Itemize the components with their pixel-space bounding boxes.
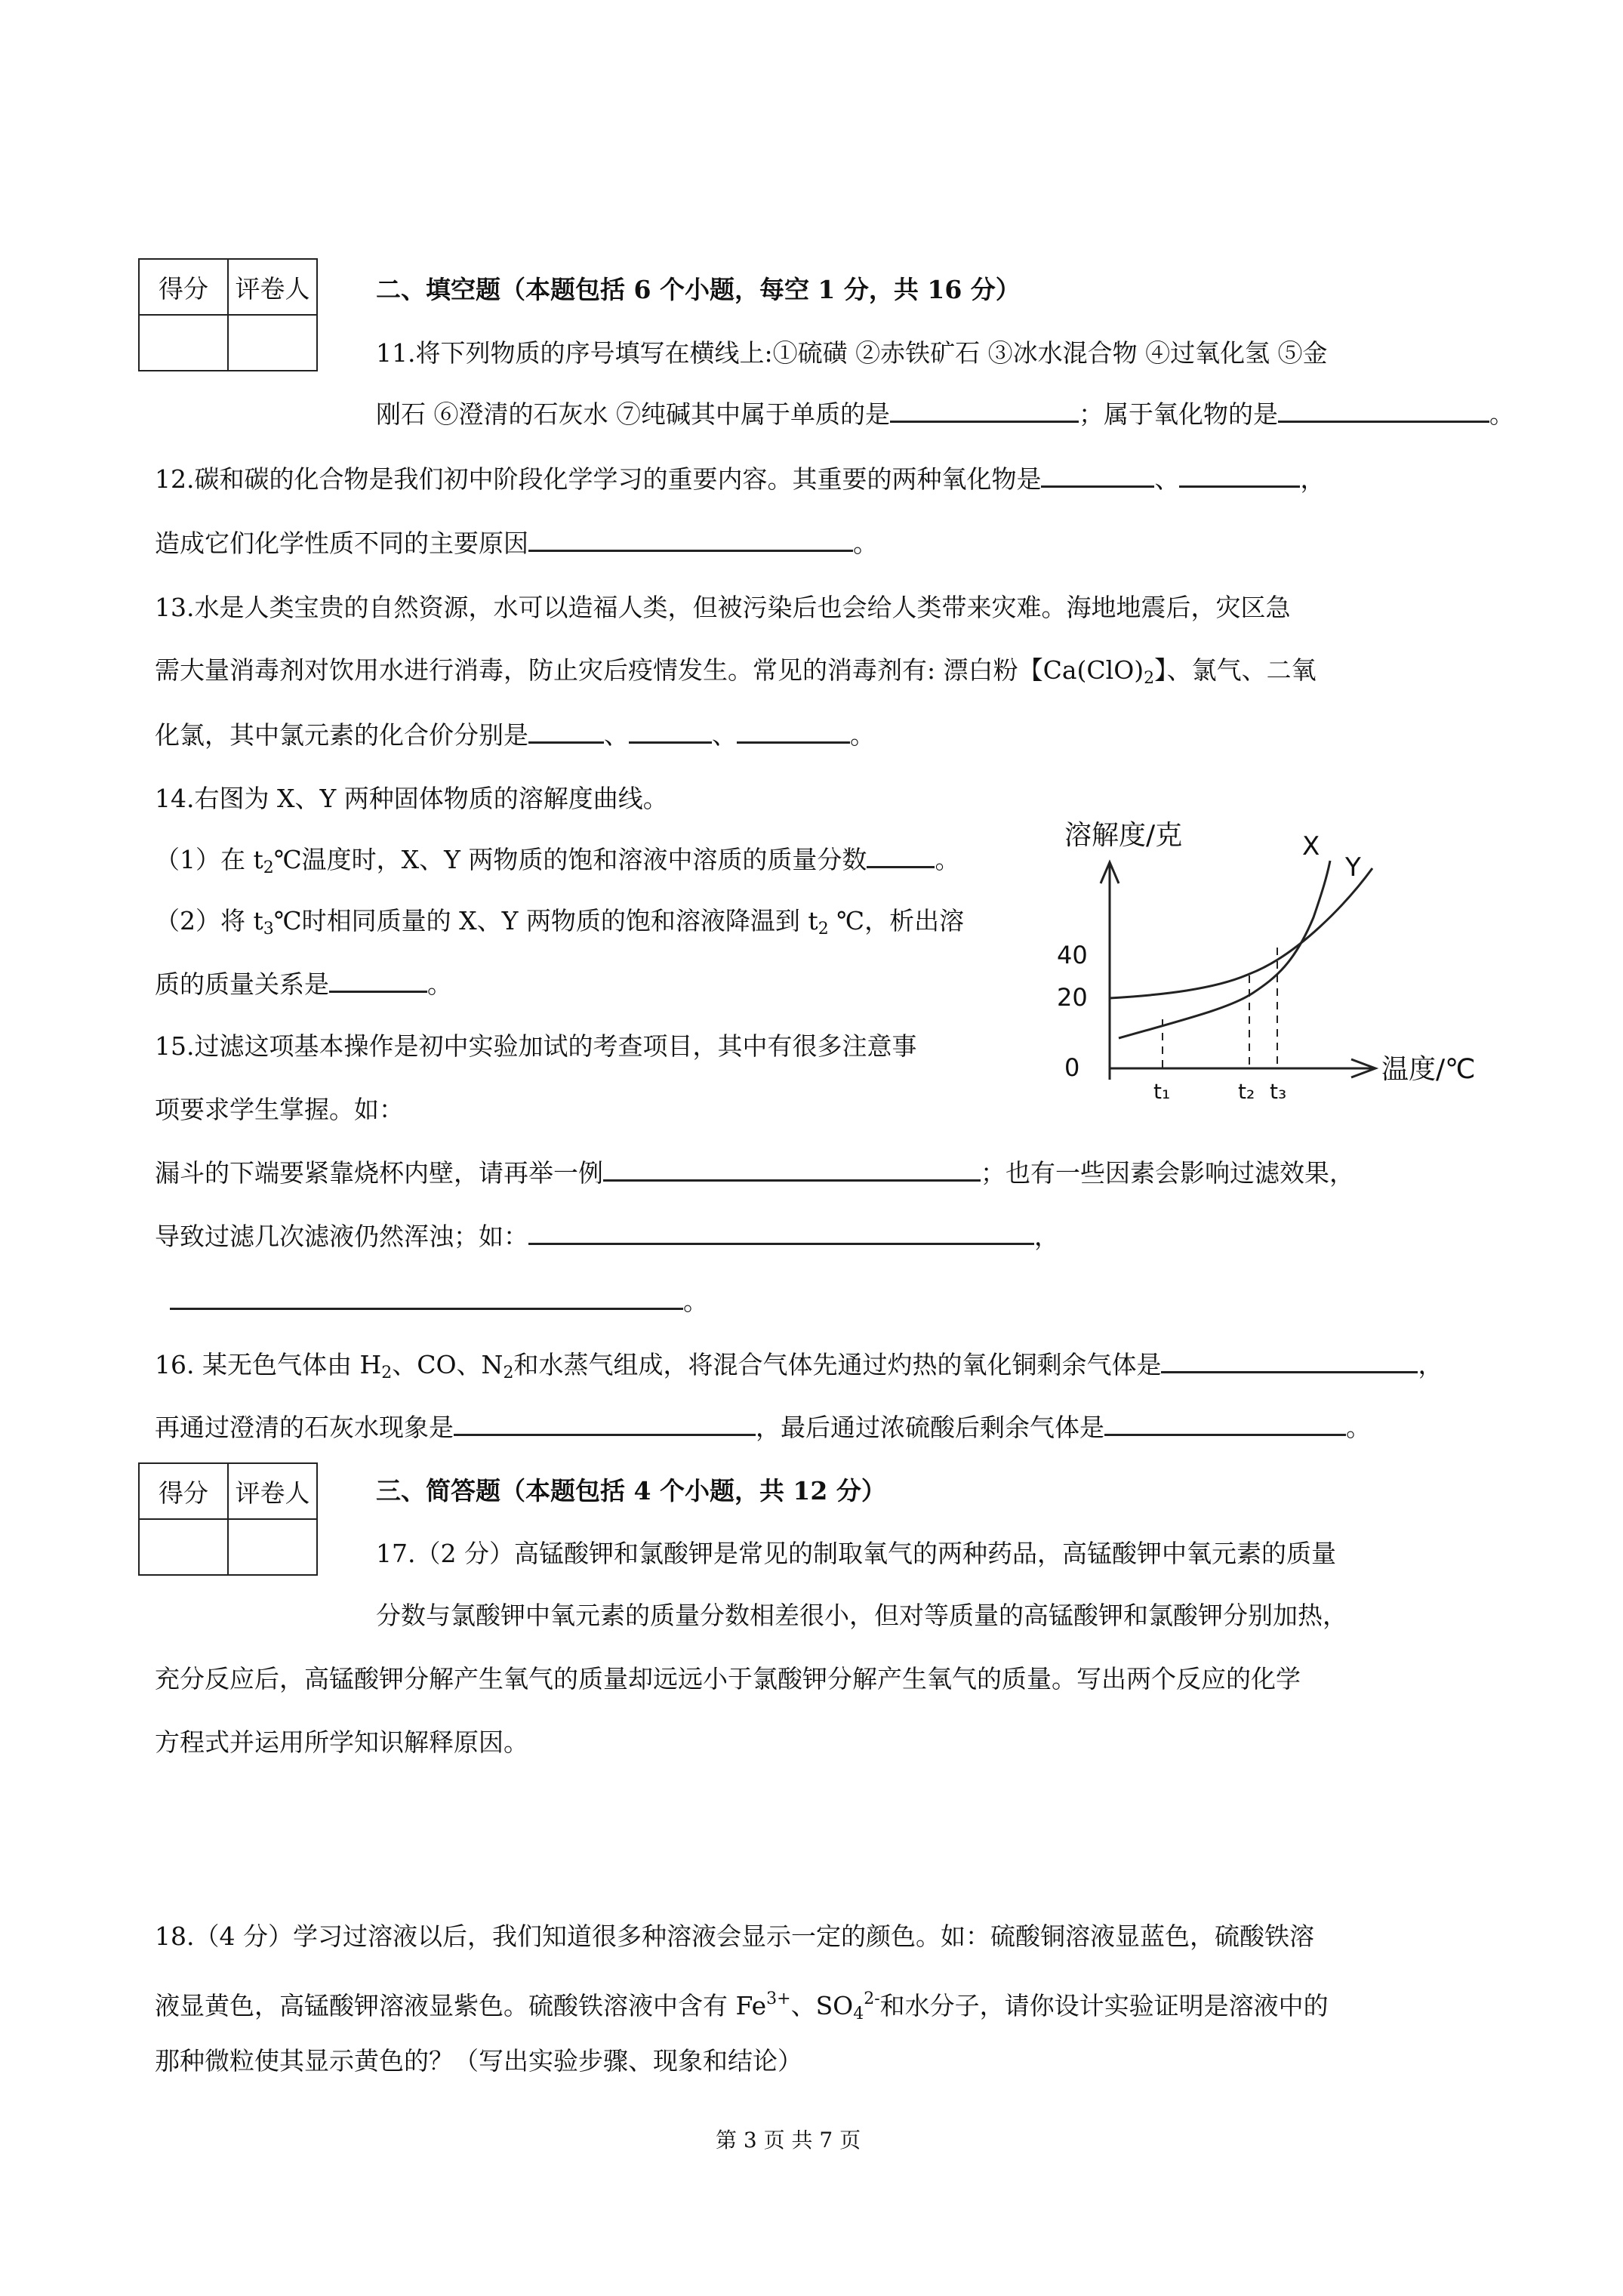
q14-intro: 14.右图为 X、Y 两种固体物质的溶解度曲线。 [155,784,668,813]
q13-line3: 化氯，其中氯元素的化合价分别是 、 、 。 [155,720,875,750]
score-label: 得分 [139,259,228,315]
answer-blank[interactable] [737,719,850,744]
series-x-curve [1119,861,1330,1038]
reviewer-cell[interactable] [228,315,317,371]
answer-blank[interactable] [890,398,1079,423]
y-tick-label: 20 [1057,983,1088,1012]
y-tick-label: 0 [1064,1053,1080,1082]
series-x-label: X [1302,831,1320,861]
q11-line1: 11.将下列物质的序号填写在横线上:①硫磺 ②赤铁矿石 ③冰水混合物 ④过氧化氢 ⑤金 [376,338,1328,368]
q15-line2: 项要求学生掌握。如： [155,1095,404,1124]
score-cell[interactable] [139,1519,228,1575]
solubility-chart [1049,808,1517,1110]
answer-blank[interactable] [867,843,935,868]
answer-blank[interactable] [170,1285,683,1310]
answer-blank[interactable] [454,1411,756,1436]
answer-blank[interactable] [329,968,427,993]
answer-blank[interactable] [629,719,712,744]
answer-blank[interactable] [528,527,853,552]
q18-line1: 18.（4 分）学习过溶液以后，我们知道很多种溶液会显示一定的颜色。如：硫酸铜溶液显蓝色，硫酸铁溶 [155,1922,1314,1951]
answer-blank[interactable] [1278,398,1489,423]
x-tick-label: t₁ [1153,1079,1171,1104]
section2-title: 二、填空题（本题包括 6 个小题，每空 1 分，共 16 分） [376,275,1021,304]
q18-line3: 那种微粒使其显示黄色的？（写出实验步骤、现象和结论） [155,2046,802,2076]
score-box-section3 [138,1462,318,1576]
q14-part1: （1）在 $t_2℃$温度时，X、Y 两物质的饱和溶液中溶质的质量分数 。 [155,845,960,877]
reviewer-label: 评卷人 [228,1463,317,1519]
q13-line2: 需大量消毒剂对饮用水进行消毒，防止灾后疫情发生。常见的消毒剂有: 漂白粉【$Ca(ClO)_2$】、氯气、二氧 [155,655,1317,688]
q12-line1: 12.碳和碳的化合物是我们初中阶段化学学习的重要内容。其重要的两种氧化物是 、 ， [155,464,1326,494]
y-tick-label: 40 [1057,941,1088,969]
reviewer-label: 评卷人 [228,259,317,315]
q14-part3: 质的质量关系是 。 [155,969,452,999]
answer-blank[interactable] [1161,1348,1418,1373]
score-label: 得分 [139,1463,228,1519]
answer-blank[interactable] [1179,463,1300,488]
x-tick-label: t₃ [1270,1079,1287,1104]
answer-blank[interactable] [603,1157,981,1182]
x-tick-label: t₂ [1238,1079,1255,1104]
answer-blank[interactable] [528,719,604,744]
answer-blank[interactable] [528,1220,1034,1245]
q14-part2: （2）将 $t_3℃$时相同质量的 X、Y 两物质的饱和溶液降温到 $t_2$ ℃，析出溶 [155,906,965,938]
q16-line1: 16. 某无色气体由 $H_2$、CO、$N_2$和水蒸气组成，将混合气体先通过灼热的氧化铜剩余气体是 ， [155,1350,1443,1382]
score-cell[interactable] [139,315,228,371]
q17-line1: 17.（2 分）高锰酸钾和氯酸钾是常见的制取氧气的两种药品，高锰酸钾中氧元素的质量 [376,1539,1336,1568]
score-box-section2 [138,258,318,371]
q13-line1: 13.水是人类宝贵的自然资源，水可以造福人类，但被污染后也会给人类带来灾难。海地地震后，灾区急 [155,593,1291,622]
page-footer: 第 3 页 共 7 页 [716,2128,861,2153]
q15-line1: 15.过滤这项基本操作是初中实验加试的考查项目，其中有很多注意事 [155,1031,917,1061]
series-y-curve [1110,868,1372,998]
section3-title: 三、简答题（本题包括 4 个小题，共 12 分） [376,1476,886,1505]
reviewer-cell[interactable] [228,1519,317,1575]
chart-xlabel: 温度/℃ [1381,1054,1476,1085]
q15-line5: 。 [170,1285,708,1318]
series-y-label: Y [1345,852,1361,883]
answer-blank[interactable] [1041,463,1154,488]
answer-blank[interactable] [1104,1411,1346,1436]
q15-line3: 漏斗的下端要紧靠烧杯内壁，请再举一例 ；也有一些因素会影响过滤效果， [155,1158,1354,1188]
q17-line2: 分数与氯酸钾中氧元素的质量分数相差很小，但对等质量的高锰酸钾和氯酸钾分别加热， [376,1601,1347,1630]
q17-line4: 方程式并运用所学知识解释原因。 [155,1727,528,1757]
q15-line4: 导致过滤几次滤液仍然浑浊；如： ， [155,1222,1059,1251]
q17-line3: 充分反应后，高锰酸钾分解产生氧气的质量却远远小于氯酸钾分解产生氧气的质量。写出两个反应的化学 [155,1664,1301,1693]
q18-line2: 液显黄色，高锰酸钾溶液显紫色。硫酸铁溶液中含有 $Fe^{3+}$、$SO_4^{2-}$和水分子，请你设计实验证明是溶液中的 [155,1989,1329,2023]
q16-line2: 再通过澄清的石灰水现象是 ，最后通过浓硫酸后剩余气体是 。 [155,1413,1371,1442]
q12-line2: 造成它们化学性质不同的主要原因 。 [155,529,878,558]
q11-line2: 刚石 ⑥澄清的石灰水 ⑦纯碱其中属于单质的是 ；属于氧化物的是 。 [376,399,1514,429]
chart-ylabel: 溶解度/克 [1064,820,1183,851]
